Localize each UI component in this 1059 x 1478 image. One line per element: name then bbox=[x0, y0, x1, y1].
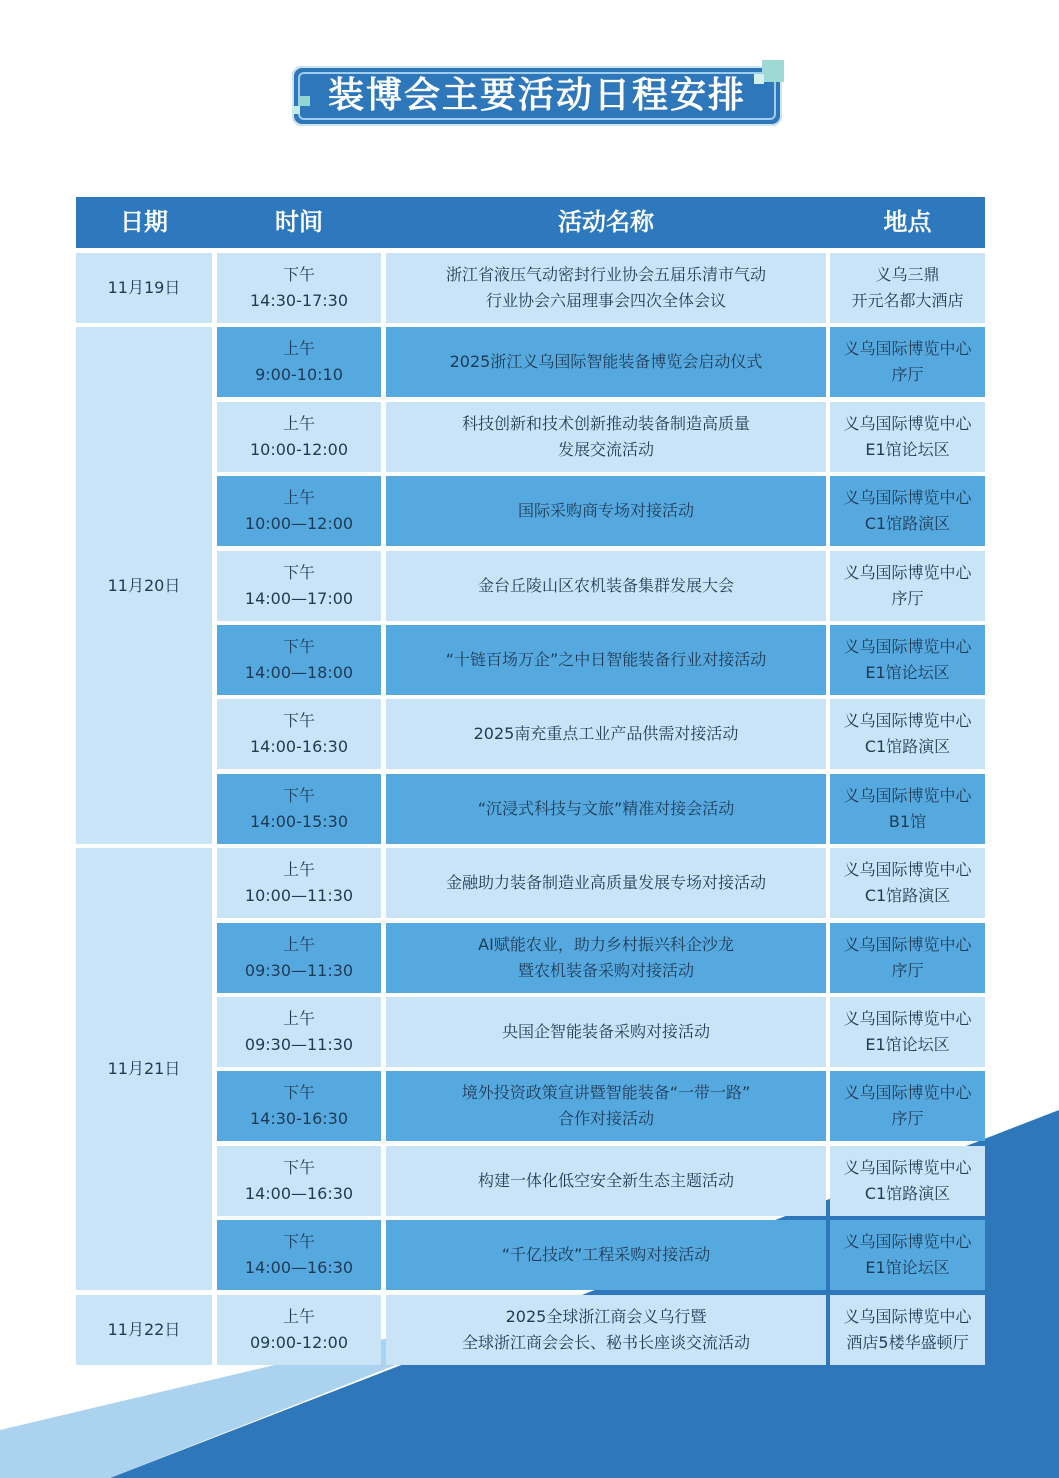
activity-name-line: 2025浙江义乌国际智能装备博览会启动仪式 bbox=[449, 352, 763, 372]
venue-line: E1馆论坛区 bbox=[865, 439, 950, 459]
venue-line: 序厅 bbox=[891, 365, 924, 385]
time-cell bbox=[217, 1295, 381, 1365]
venue-cell bbox=[830, 476, 985, 546]
venue-line: 义乌国际博览中心 bbox=[843, 934, 972, 954]
activity-cell bbox=[386, 848, 826, 918]
time-period: 下午 bbox=[282, 711, 315, 731]
time-cell bbox=[217, 699, 381, 769]
activity-name-line: 浙江省液压气动密封行业协会五届乐清市气动 bbox=[445, 265, 766, 284]
time-cell bbox=[217, 625, 381, 695]
date-cell bbox=[76, 253, 212, 323]
time-range: 09:30—11:30 bbox=[244, 1035, 354, 1054]
venue-cell bbox=[830, 625, 985, 695]
venue-line: 义乌国际博览中心 bbox=[843, 1083, 972, 1103]
time-range: 14:00-16:30 bbox=[250, 737, 348, 757]
activity-name-line: “十链百场万企”之中日智能装备行业对接活动 bbox=[445, 650, 767, 669]
activity-name-line: 金台丘陵山区农机装备集群发展大会 bbox=[477, 575, 734, 595]
venue-cell bbox=[830, 1071, 985, 1141]
time-range: 09:30—11:30 bbox=[244, 960, 354, 980]
venue-line: 义乌国际博览中心 bbox=[843, 860, 972, 880]
activity-name-line: “沉浸式科技与文旅”精准对接会活动 bbox=[477, 798, 735, 818]
activity-name-line: 2025南充重点工业产品供需对接活动 bbox=[473, 724, 739, 744]
time-cell bbox=[217, 1146, 381, 1216]
venue-line: 义乌国际博览中心 bbox=[843, 1232, 972, 1252]
venue-line: B1馆 bbox=[888, 811, 927, 831]
header-time: 时间 bbox=[275, 208, 323, 236]
activity-name-line: AI赋能农业，助力乡村振兴科企沙龙 bbox=[478, 934, 734, 954]
time-range: 10:00-12:00 bbox=[250, 439, 348, 459]
time-period: 上午 bbox=[282, 1306, 315, 1326]
time-period: 上午 bbox=[282, 860, 315, 880]
activity-name-line: “千亿技改”工程采购对接活动 bbox=[501, 1245, 711, 1265]
venue-cell bbox=[830, 1295, 985, 1365]
venue-line: 义乌国际博览中心 bbox=[843, 339, 972, 359]
activity-name-line: 科技创新和技术创新推动装备制造高质量 bbox=[461, 413, 750, 433]
venue-cell bbox=[830, 551, 985, 621]
time-period: 上午 bbox=[282, 339, 315, 359]
venue-line: 义乌国际博览中心 bbox=[843, 488, 972, 508]
date-label: 11月19日 bbox=[107, 278, 181, 297]
time-cell bbox=[217, 402, 381, 472]
title-banner bbox=[292, 60, 792, 126]
venue-line: E1馆论坛区 bbox=[865, 1258, 950, 1278]
time-period: 上午 bbox=[282, 413, 315, 433]
date-cell bbox=[76, 848, 212, 1290]
table-header bbox=[76, 197, 985, 248]
venue-line: 义乌国际博览中心 bbox=[843, 562, 972, 582]
time-range: 10:00—12:00 bbox=[244, 514, 354, 534]
activity-name-line: 暨农机装备采购对接活动 bbox=[517, 960, 694, 980]
venue-line: 酒店5楼华盛顿厅 bbox=[846, 1332, 969, 1352]
time-period: 下午 bbox=[282, 1083, 315, 1103]
time-period: 下午 bbox=[282, 265, 315, 284]
venue-cell bbox=[830, 1146, 985, 1216]
venue-line: 序厅 bbox=[891, 588, 924, 608]
activity-cell bbox=[386, 1295, 826, 1365]
venue-line: 义乌国际博览中心 bbox=[843, 413, 972, 433]
time-range: 14:00—17:00 bbox=[244, 588, 354, 608]
activity-name-line: 合作对接活动 bbox=[557, 1109, 654, 1129]
time-range: 10:00—11:30 bbox=[244, 886, 354, 906]
venue-line: C1馆路演区 bbox=[864, 514, 951, 534]
venue-line: E1馆论坛区 bbox=[865, 1035, 950, 1054]
time-period: 下午 bbox=[282, 562, 315, 582]
header-venue: 地点 bbox=[883, 208, 932, 236]
time-range: 09:00-12:00 bbox=[250, 1332, 348, 1352]
venue-line: 开元名都大酒店 bbox=[851, 291, 964, 310]
activity-name-line: 全球浙江商会会长、秘书长座谈交流活动 bbox=[461, 1332, 750, 1352]
time-range: 14:30-16:30 bbox=[250, 1109, 348, 1129]
activity-name-line: 境外投资政策宣讲暨智能装备“一带一路” bbox=[461, 1083, 751, 1103]
time-period: 下午 bbox=[282, 785, 315, 805]
activity-cell bbox=[386, 923, 826, 993]
venue-line: 义乌国际博览中心 bbox=[843, 637, 972, 656]
time-period: 下午 bbox=[282, 637, 315, 656]
activity-cell bbox=[386, 327, 826, 397]
activity-name-line: 金融助力装备制造业高质量发展专场对接活动 bbox=[445, 873, 766, 893]
activity-cell bbox=[386, 774, 826, 844]
venue-line: C1馆路演区 bbox=[864, 886, 951, 906]
date-label: 11月22日 bbox=[107, 1319, 181, 1339]
activity-cell bbox=[386, 699, 826, 769]
venue-line: 义乌三鼎 bbox=[875, 265, 940, 284]
time-cell bbox=[217, 327, 381, 397]
venue-line: 义乌国际博览中心 bbox=[843, 1157, 972, 1177]
time-cell bbox=[217, 923, 381, 993]
time-cell bbox=[217, 476, 381, 546]
time-period: 上午 bbox=[282, 488, 315, 508]
time-period: 下午 bbox=[282, 1232, 315, 1252]
venue-cell bbox=[830, 923, 985, 993]
venue-cell bbox=[830, 402, 985, 472]
activity-name-line: 国际采购商专场对接活动 bbox=[517, 501, 694, 521]
venue-line: E1馆论坛区 bbox=[865, 663, 950, 682]
activity-name-line: 央国企智能装备采购对接活动 bbox=[501, 1022, 710, 1041]
time-range: 14:00-15:30 bbox=[250, 811, 348, 831]
time-cell bbox=[217, 997, 381, 1067]
venue-line: C1馆路演区 bbox=[864, 737, 951, 757]
time-range: 14:00—18:00 bbox=[244, 663, 354, 682]
activity-cell bbox=[386, 1146, 826, 1216]
header-date: 日期 bbox=[120, 208, 168, 236]
time-cell bbox=[217, 1220, 381, 1290]
time-range: 9:00-10:10 bbox=[255, 365, 343, 385]
venue-line: 义乌国际博览中心 bbox=[843, 711, 972, 731]
time-period: 上午 bbox=[282, 1009, 315, 1028]
venue-cell bbox=[830, 327, 985, 397]
venue-line: 序厅 bbox=[891, 1109, 924, 1129]
activity-cell bbox=[386, 1220, 826, 1290]
venue-line: 义乌国际博览中心 bbox=[843, 1306, 972, 1326]
time-range: 14:00—16:30 bbox=[244, 1258, 354, 1278]
time-range: 14:00—16:30 bbox=[244, 1183, 354, 1203]
time-period: 上午 bbox=[282, 934, 315, 954]
time-cell bbox=[217, 551, 381, 621]
venue-line: 序厅 bbox=[891, 960, 924, 980]
activity-name-line: 构建一体化低空安全新生态主题活动 bbox=[477, 1170, 734, 1190]
venue-cell bbox=[830, 1220, 985, 1290]
time-cell bbox=[217, 774, 381, 844]
activity-cell bbox=[386, 476, 826, 546]
date-cell bbox=[76, 1295, 212, 1365]
activity-cell bbox=[386, 997, 826, 1067]
activity-name-line: 2025全球浙江商会义乌行暨 bbox=[505, 1306, 707, 1326]
time-range: 14:30-17:30 bbox=[250, 291, 348, 310]
activity-cell bbox=[386, 551, 826, 621]
venue-line: 义乌国际博览中心 bbox=[843, 1009, 972, 1028]
activity-name-line: 发展交流活动 bbox=[557, 439, 654, 459]
venue-cell bbox=[830, 774, 985, 844]
venue-line: 义乌国际博览中心 bbox=[843, 785, 972, 805]
time-cell bbox=[217, 1071, 381, 1141]
date-cell bbox=[76, 327, 212, 843]
date-label: 11月20日 bbox=[107, 575, 181, 595]
time-cell bbox=[217, 848, 381, 918]
time-cell bbox=[217, 253, 381, 323]
activity-name-line: 行业协会六届理事会四次全体会议 bbox=[485, 291, 726, 310]
venue-cell bbox=[830, 699, 985, 769]
activity-cell bbox=[386, 625, 826, 695]
page-title: 装博会主要活动日程安排 bbox=[327, 75, 746, 116]
venue-cell bbox=[830, 997, 985, 1067]
activity-cell bbox=[386, 253, 826, 323]
activity-cell bbox=[386, 1071, 826, 1141]
venue-cell bbox=[830, 848, 985, 918]
header-activity: 活动名称 bbox=[558, 208, 654, 236]
activity-cell bbox=[386, 402, 826, 472]
time-period: 下午 bbox=[282, 1157, 315, 1177]
venue-line: C1馆路演区 bbox=[864, 1183, 951, 1203]
date-label: 11月21日 bbox=[107, 1059, 181, 1079]
venue-cell bbox=[830, 253, 985, 323]
